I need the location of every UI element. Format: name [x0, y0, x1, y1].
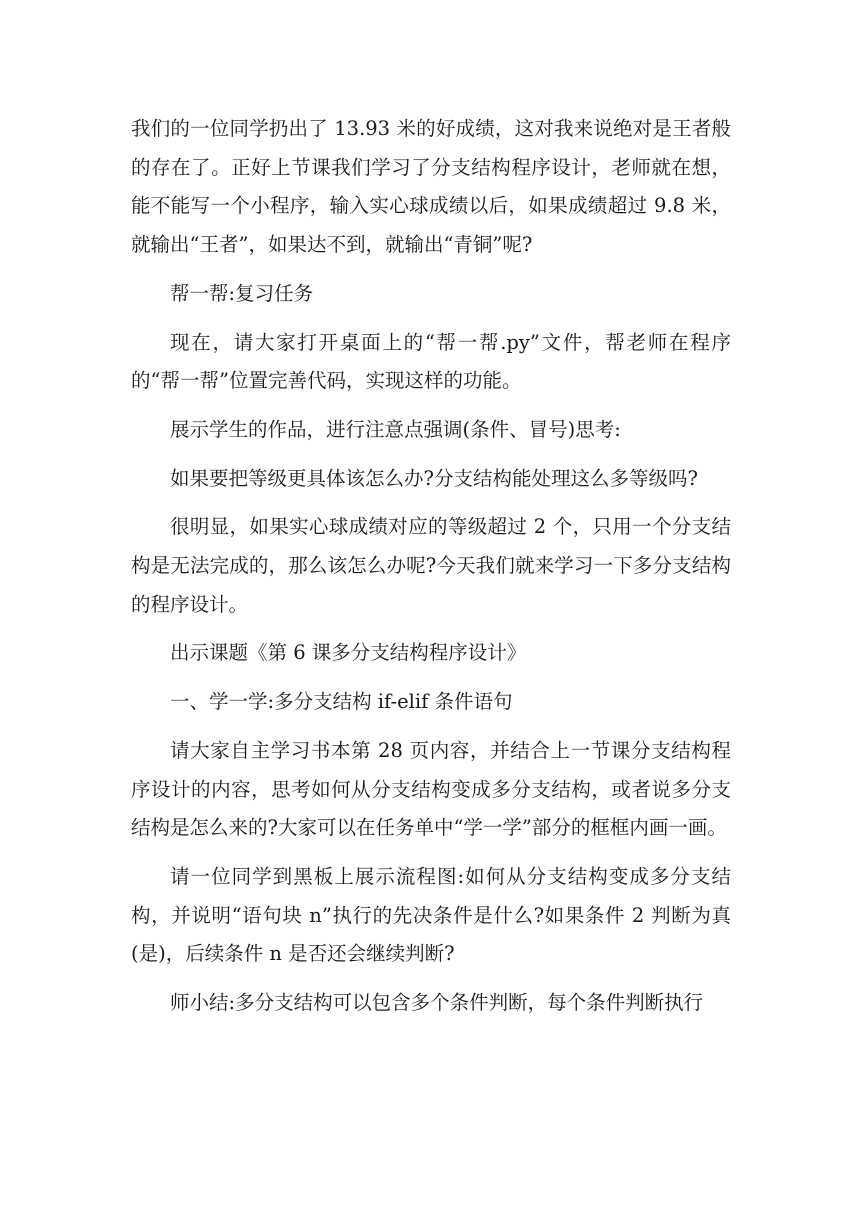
paragraph-7: 出示课题《第 6 课多分支结构程序设计》 — [170, 641, 527, 665]
paragraph-3: 现在，请大家打开桌面上的“帮一帮.py”文件，帮老师在程序的“帮一帮”位置完善代码，实现这样的功能。 — [131, 330, 731, 393]
paragraph-11: 师小结:多分支结构可以包含多个条件判断，每个条件判断执行 — [170, 991, 704, 1015]
paragraph-2: 帮一帮:复习任务 — [170, 281, 314, 305]
paragraph-10: 请一位同学到黑板上展示流程图:如何从分支结构变成多分支结构，并说明“语句块 n”执行的先决条件是什么?如果条件 2 判断为真(是)，后续条件 n 是否还会继续判断? — [131, 864, 731, 966]
paragraph-5: 如果要把等级更具体该怎么办?分支结构能处理这么多等级吗? — [170, 466, 698, 490]
paragraph-6: 很明显，如果实心球成绩对应的等级超过 2 个，只用一个分支结构是无法完成的，那么该怎么办呢?今天我们就来学习一下多分支结构的程序设计。 — [131, 515, 731, 616]
paragraph-8: 一、学一学:多分支结构 if-elif 条件语句 — [170, 690, 513, 714]
document-body — [131, 110, 731, 1033]
paragraph-9: 请大家自主学习书本第 28 页内容，并结合上一节课分支结构程序设计的内容，思考如何从分支结构变成多分支结构，或者说多分支结构是怎么来的?大家可以在任务单中“学一学”部分的框框内画一画。 — [131, 738, 731, 840]
paragraph-1: 我们的一位同学扔出了 13.93 米的好成绩，这对我来说绝对是王者般的存在了。正好上节课我们学习了分支结构程序设计，老师就在想，能不能写一个小程序，输入实心球成绩以后，如果成绩超过 9.8 米，就输出“王者”，如果达不到，就输出“青铜”呢? — [131, 117, 731, 257]
paragraph-4: 展示学生的作品，进行注意点强调(条件、冒号)思考: — [170, 417, 621, 441]
